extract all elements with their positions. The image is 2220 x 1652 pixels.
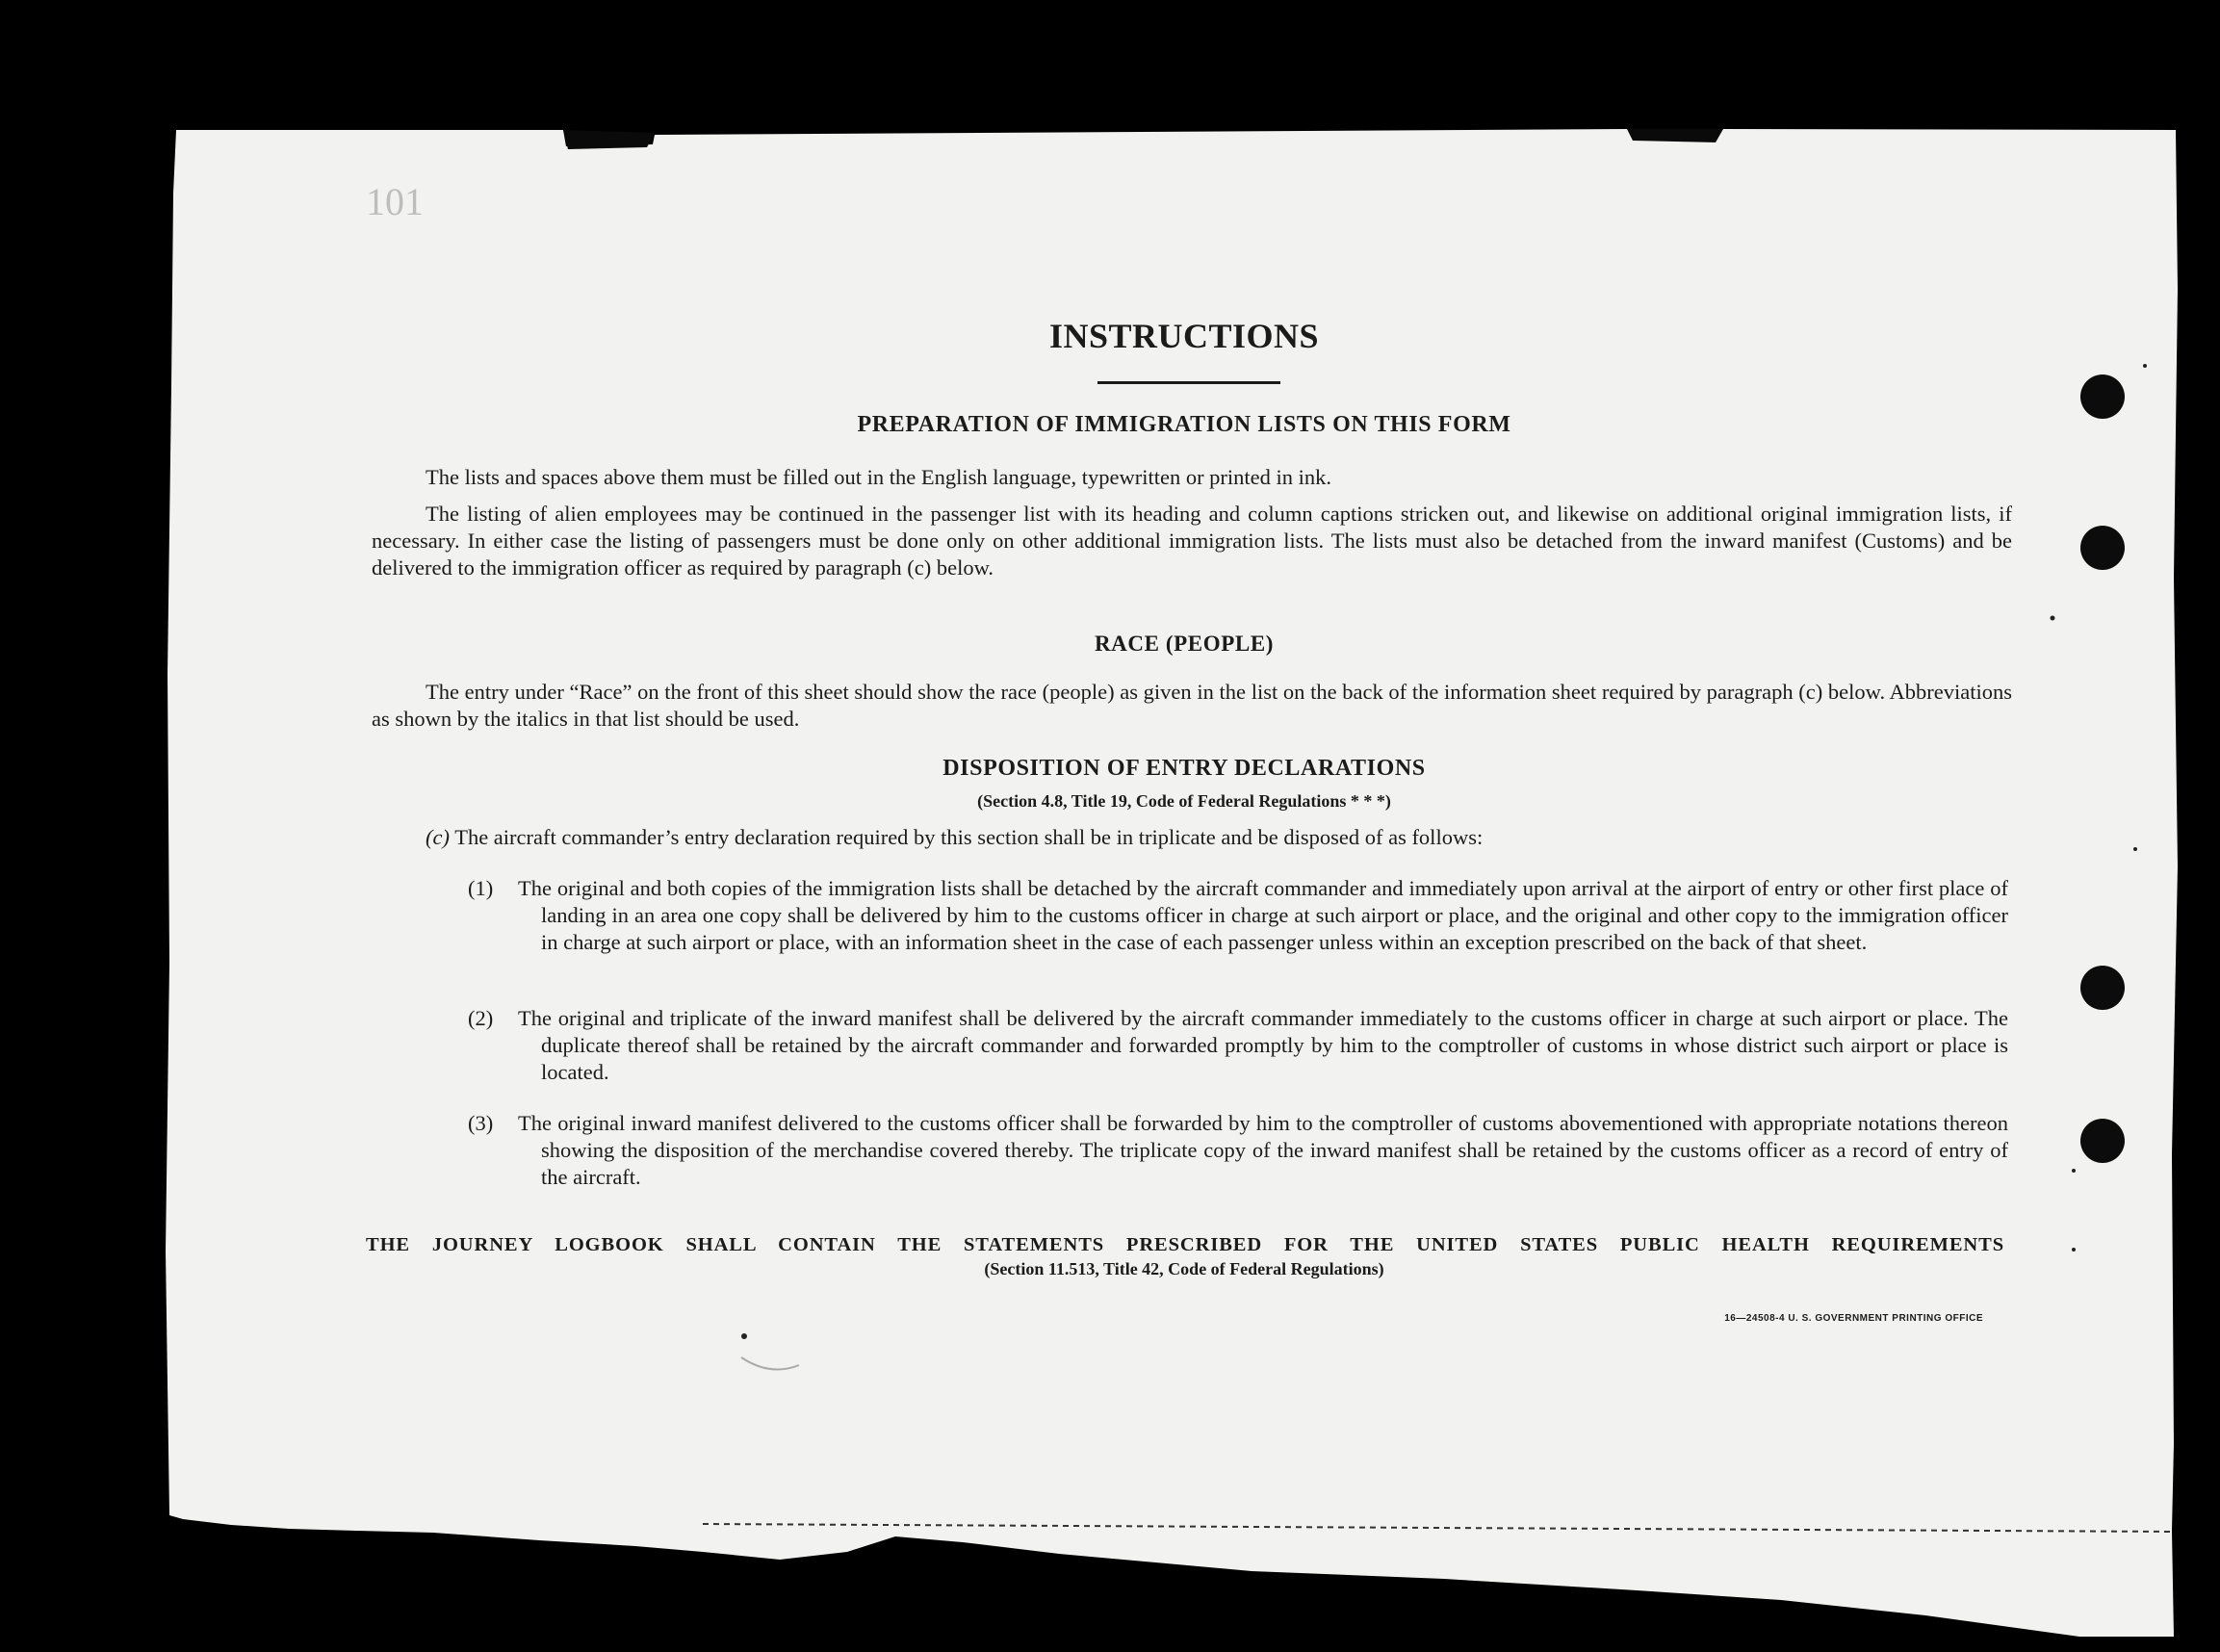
preparation-p2-text: The listing of alien employees may be continued in the passenger list with its heading and column captions stricken out, and likewise on additional original immigration lists, if necessary. In either case the listing of passengers must be done only on other additional immigration lists. The lists must also be detached from the inward manifest (Customs) and be delivered to the immigration officer as required by paragraph (c) below. [372, 502, 2012, 580]
race-paragraph [372, 679, 2012, 733]
intro-text: The aircraft commander’s entry declaration required by this section shall be in triplicate and be disposed of as follows: [454, 825, 1484, 849]
health-requirements-citation: (Section 11.513, Title 42, Code of Federal Regulations) [984, 1259, 1384, 1278]
race-p1-text: The entry under “Race” on the front of this sheet should show the race (people) as given in the list on the back of the information sheet required by paragraph (c) below. Abbreviations as shown by the italics in that list should be used. [372, 680, 2012, 731]
intro-label: (c) [426, 825, 450, 849]
item-label: (2) [468, 1006, 494, 1030]
title-underline [1097, 381, 1280, 384]
bleed-page-number: 101 [366, 180, 424, 223]
item-text: The original and both copies of the immigration lists shall be detached by the aircraft commander and immediately upon arrival at the airport of entry or other first place of landing in an area one copy shall be delivered by him to the customs officer in charge at such airport or place, and the original and other copy to the immigration officer in charge at such airport or place, with an information sheet in the case of each passenger unless within an exception prescribed on the back of that sheet. [518, 876, 2008, 954]
disposition-item-2 [468, 1005, 2008, 1086]
item-label: (3) [468, 1111, 494, 1135]
preparation-heading: PREPARATION OF IMMIGRATION LISTS ON THIS FORM [857, 412, 1511, 437]
preparation-paragraph-1 [372, 464, 2012, 491]
disposition-item-1 [468, 875, 2008, 956]
page-title: INSTRUCTIONS [1048, 317, 1320, 355]
item-text: The original and triplicate of the inward manifest shall be delivered by the aircraft commander immediately to the customs officer in charge at such airport or place. The duplicate thereof shall be retained by the aircraft commander and forwarded promptly by him to the comptroller of customs in whose district such airport or place is located. [518, 1006, 2008, 1084]
item-text: The original inward manifest delivered to the customs officer shall be forwarded by him to the comptroller of customs abovementioned with appropriate notations thereon showing the disposition of the merchandise covered thereby. The triplicate copy of the inward manifest shall be retained by the customs officer as a record of entry of the aircraft. [518, 1111, 2008, 1189]
item-label: (1) [468, 876, 494, 900]
race-heading: RACE (PEOPLE) [1094, 632, 1275, 656]
disposition-subheading: (Section 4.8, Title 19, Code of Federal Regulations * * *) [977, 791, 1391, 811]
disposition-item-3 [468, 1110, 2008, 1191]
preparation-p1-text: The lists and spaces above them must be filled out in the English language, typewritten or printed in ink. [426, 465, 1332, 489]
disposition-intro [426, 824, 2004, 851]
health-requirements-notice: THE JOURNEY LOGBOOK SHALL CONTAIN THE STATEMENTS PRESCRIBED FOR THE UNITED STATES PUBLIC HEALTH REQUIREMENTS [366, 1234, 2004, 1255]
disposition-heading: DISPOSITION OF ENTRY DECLARATIONS [942, 756, 1426, 781]
printing-office-code: 16—24508-4 U. S. GOVERNMENT PRINTING OFFICE [1724, 1313, 1983, 1324]
preparation-paragraph-2 [372, 501, 2012, 581]
